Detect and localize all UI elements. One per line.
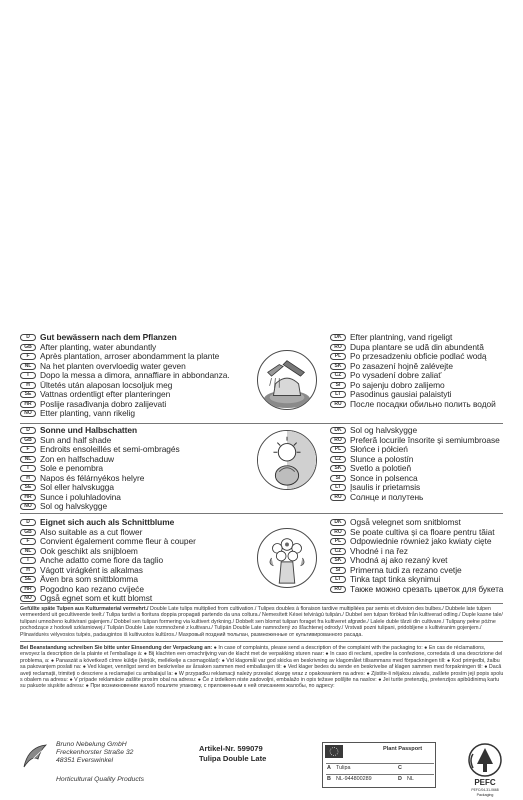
article-number: Artikel-Nr. 599079 bbox=[199, 744, 263, 753]
watering-section-right bbox=[330, 333, 515, 409]
passport-key-c: C bbox=[398, 765, 402, 771]
passport-value-d: NL bbox=[407, 776, 414, 782]
language-text: Pasodinus gausiai palaistyti bbox=[350, 389, 452, 399]
language-text: Også egnet som et kutt blomst bbox=[40, 593, 153, 603]
language-code-badge: RU bbox=[330, 401, 346, 408]
language-text: Après plantation, arroser abondamment la plante bbox=[40, 351, 220, 361]
language-code-badge: SI bbox=[330, 475, 346, 482]
language-text: Vattnas ordentligt efter planteringen bbox=[40, 389, 171, 399]
language-code-badge: D bbox=[20, 427, 36, 434]
language-text: Sol og halvskygge bbox=[350, 425, 418, 435]
watering-section-left bbox=[20, 333, 240, 419]
language-code-badge: H bbox=[20, 567, 36, 574]
language-text: Sol eller halvskugga bbox=[40, 482, 114, 492]
language-code-badge: NO bbox=[20, 410, 36, 417]
language-code-badge: CZ bbox=[330, 456, 346, 463]
language-code-badge: PL bbox=[330, 353, 346, 360]
language-code-badge: H bbox=[20, 382, 36, 389]
language-text: Also suitable as a cut flower bbox=[40, 526, 143, 537]
language-text: Odpowiednie również jako kwiaty cięte bbox=[350, 536, 492, 546]
language-code-badge: LT bbox=[330, 484, 346, 491]
passport-key-a: A bbox=[327, 765, 331, 771]
language-code-badge: RO bbox=[330, 529, 346, 536]
watering-can-icon bbox=[257, 350, 317, 410]
language-code-badge: HR bbox=[20, 401, 36, 408]
language-text: After planting, water abundantly bbox=[40, 341, 157, 352]
language-row bbox=[20, 409, 240, 419]
language-code-badge: PL bbox=[330, 446, 346, 453]
language-text: Po zasazení hojně zalévejte bbox=[350, 360, 453, 371]
language-code-badge: PL bbox=[330, 538, 346, 545]
language-text: Se poate cultiva și ca floare pentru tăiat bbox=[350, 526, 495, 537]
language-code-badge: I bbox=[20, 557, 36, 564]
language-code-badge: NL bbox=[20, 363, 36, 370]
complaint-lead: Bei Beanstandung schreiben Sie bitte unter Einsendung der Verpackung an: bbox=[20, 645, 213, 651]
plant-passport bbox=[322, 742, 436, 788]
pefc-cert-number: PEFC/04-31-0668 bbox=[471, 788, 499, 792]
blank-label-area bbox=[0, 0, 523, 328]
language-code-badge: GB bbox=[20, 437, 36, 444]
language-code-badge: NO bbox=[20, 503, 36, 510]
language-text: Po sajenju dobro zalijemo bbox=[350, 379, 445, 390]
cut-flower-section-right bbox=[330, 518, 515, 594]
passport-value-b: NL-944800289 bbox=[336, 776, 372, 782]
language-code-badge: I bbox=[20, 372, 36, 379]
language-text: Convient également comme fleur à couper bbox=[40, 536, 196, 546]
language-code-badge: CZ bbox=[330, 548, 346, 555]
language-text: Tinka tapt tinka skynimui bbox=[350, 574, 441, 584]
passport-row-a bbox=[326, 763, 434, 772]
language-code-badge: DK bbox=[330, 427, 346, 434]
language-text: Etter planting, vann rikelig bbox=[40, 408, 135, 418]
language-text: Sol og halvskygge bbox=[40, 501, 108, 511]
language-code-badge: SE bbox=[20, 576, 36, 583]
passport-key-d: D bbox=[398, 776, 402, 782]
company-street: Freckenhorster Straße 32 bbox=[56, 749, 134, 757]
language-code-badge: SK bbox=[330, 557, 346, 564]
pefc-packaging-label: Packaging bbox=[476, 793, 494, 797]
company-address bbox=[56, 741, 133, 766]
language-code-badge: H bbox=[20, 475, 36, 482]
language-code-badge: NL bbox=[20, 456, 36, 463]
article-name: Tulipa Double Late bbox=[199, 754, 267, 763]
complaint-body: ● In case of complaints, please send a description of the complaint with the packaging to: ● En cas de réclamations, envoyez la description de la plainte et l'emballage à: ● Bij klachten een omschrijving van de klacht met de verpakking sturen naar: ● In caso di reclami, spedire la confezione, corredata di una descrizione del problema, a: ● Panaszát a következő címre küldje (kérjük, mellékelje a csomagolást): ● Vid klagomål var god skicka en beskrivning av klagomålet tillsammans med förpackningen till: ● Kod primjedbi, žalbu sa pakovanjem poslati na: ● Ved klager, vennligst send en beskrivelse av årsaken sammen med emballasjen til: ● Ved klager bedes du sende en beskrivelse af klagen sammen med forpakningen til: ● Dacă aveți reclamații, trimiteți o descriere a reclamației cu ambalajul la: ● W przypadku reklamacji należy przesłać skargę wraz z opakowaniem na adres: ● Zjistíte-li nějakou závadu, zašlete prosím její popis spolu s obalem na adresu: ● V prípade reklamácie zašlite prosím obal na adresu: ● Če z izdelkom niste zadovoljni, embalažo in opis težave pošljite na naslov: ● Jei turite pretenzijų, pretenzijos apibūdinimą kartu su pakuote siųskite adresu: ● При возникновении жалоб пошлите упаковку, с приложенным к ней описанием жалобы, по адресу: bbox=[20, 645, 504, 690]
passport-row-b bbox=[326, 774, 434, 783]
company-city: 48351 Everswinkel bbox=[56, 757, 114, 765]
language-text: Napos és félárnyékos helyre bbox=[40, 472, 145, 483]
language-code-badge: D bbox=[20, 334, 36, 341]
article-info bbox=[199, 744, 266, 764]
language-text: Poslije rasađivanja dobro zalijevati bbox=[40, 398, 167, 409]
language-text: Dopo la messa a dimora, annaffiare in abbondanza. bbox=[40, 370, 230, 380]
language-code-badge: NO bbox=[20, 595, 36, 602]
passport-value-a: Tulipa bbox=[336, 765, 351, 771]
language-text: После посадки обильно полить водой bbox=[350, 398, 496, 409]
language-text: Солнце и полутень bbox=[350, 491, 424, 502]
language-text: Zon en halfschaduw bbox=[40, 453, 115, 464]
language-row bbox=[330, 585, 515, 595]
sun-half-shade-icon bbox=[257, 430, 317, 490]
language-code-badge: HR bbox=[20, 494, 36, 501]
language-code-badge: SI bbox=[330, 382, 346, 389]
sun-section-right bbox=[330, 426, 515, 502]
language-code-badge: SE bbox=[20, 391, 36, 398]
language-text: Sun and half shade bbox=[40, 434, 112, 445]
plant-passport-title: Plant Passport bbox=[383, 746, 423, 752]
cut-flower-vase-icon bbox=[257, 528, 317, 588]
cut-flower-section-left bbox=[20, 518, 240, 604]
language-text: Также можно срезать цветок для букета bbox=[350, 583, 504, 594]
language-text: Ültetés után alaposan locsoljuk meg bbox=[40, 379, 173, 390]
language-text: Slunce a polostín bbox=[350, 453, 414, 464]
language-text: Eignet sich auch als Schnittblume bbox=[40, 517, 175, 527]
language-text: Įsaulis ir prietamsis bbox=[350, 482, 421, 492]
language-text: Sonne und Halbschatten bbox=[40, 425, 138, 435]
language-code-badge: NL bbox=[20, 548, 36, 555]
language-code-badge: LT bbox=[330, 576, 346, 583]
section-divider bbox=[20, 603, 503, 604]
language-text: Słońce i półcień bbox=[350, 444, 408, 454]
language-code-badge: SK bbox=[330, 465, 346, 472]
culture-note-lead: Gefüllte späte Tulpen aus Kulturmaterial vermehrt./ bbox=[20, 606, 149, 612]
complaint-notice bbox=[20, 645, 505, 690]
language-code-badge: RO bbox=[330, 437, 346, 444]
language-code-badge: DK bbox=[330, 519, 346, 526]
language-text: Anche adatto come fiore da taglio bbox=[40, 555, 164, 565]
language-code-badge: LT bbox=[330, 391, 346, 398]
language-code-badge: SE bbox=[20, 484, 36, 491]
culture-note-body: Double Late tulips multiplied from cultivation./ Tulipes doubles à floraison tardive multipliées par semis et division des bulbes./ Dubbele late tulpen vermeerderd uit gecultiveerde teelt./ Tulipa tardivi a fioritura doppia propagati partendo da una coltura./ Nemesített Kései telvirágú tulipán./ Dubbel sen tulpan förökad från kultiverad odling./ Duple kasne tale/ tulipani umnoženo kultivirani gajenjem./ Dobbel sen tulipan formering via kultivert dyrkning./ Dobbelt sen blomst tulipan foraget fra kultiveret afgrøde./ Lalele duble târzii din cultivare./ Tulipany pełne późne pochodzące z hodowli szklarniowej./ Tulipán Double Late rozmnožené z kultivaru./ Tulipán Double Late namnožený zo šľachtenej odrody./ Vrstvati pozni tulipani, pridobljene s kultiviranim gojenjem./ Plinavidurės vėlyvosios tulpės, padaugintos iš kultivuotos kultūros./ Махровый поздний тюльпан, размноженные от культивированного расада. bbox=[20, 606, 503, 638]
language-text: Sunce i poluhladovina bbox=[40, 491, 121, 502]
language-code-badge: CZ bbox=[330, 372, 346, 379]
pefc-label: PEFC bbox=[474, 778, 496, 787]
language-code-badge: RU bbox=[330, 586, 346, 593]
language-text: Primerna tudi za rezano cvetje bbox=[350, 564, 462, 575]
language-code-badge: I bbox=[20, 465, 36, 472]
language-text: Preferă locurile însorite și semiumbroase bbox=[350, 434, 500, 445]
language-text: Vágott virágként is alkalmas bbox=[40, 564, 143, 575]
language-text: Sole e penombra bbox=[40, 463, 104, 473]
language-code-badge: HR bbox=[20, 586, 36, 593]
language-text: Svetlo a polotieň bbox=[350, 463, 412, 473]
passport-key-b: B bbox=[327, 776, 331, 782]
section-divider bbox=[20, 641, 503, 642]
language-text: Ook geschikt als snijbloem bbox=[40, 545, 138, 556]
language-row bbox=[330, 493, 515, 503]
language-code-badge: SI bbox=[330, 567, 346, 574]
language-text: Efter plantning, vand rigeligt bbox=[350, 332, 453, 342]
language-text: Også velegnet som snitblomst bbox=[350, 517, 461, 527]
section-divider bbox=[20, 423, 503, 424]
language-row bbox=[20, 502, 240, 512]
sun-section-left bbox=[20, 426, 240, 512]
language-row bbox=[330, 400, 515, 410]
language-text: Po vysadení dobre zaliať bbox=[350, 370, 442, 380]
culture-note bbox=[20, 606, 505, 638]
company-name: Bruno Nebelung GmbH bbox=[56, 741, 127, 748]
language-text: Endroits ensoleillés et semi-ombragés bbox=[40, 444, 180, 454]
language-text: Na het planten overvloedig water geven bbox=[40, 360, 186, 371]
company-tagline: Horticultural Quality Products bbox=[56, 776, 145, 783]
language-text: Gut bewässern nach dem Pflanzen bbox=[40, 332, 177, 342]
language-code-badge: GB bbox=[20, 344, 36, 351]
pefc-tree-icon bbox=[460, 742, 510, 778]
language-code-badge: D bbox=[20, 519, 36, 526]
language-code-badge: F bbox=[20, 446, 36, 453]
company-logo-icon bbox=[20, 741, 50, 771]
language-code-badge: RO bbox=[330, 344, 346, 351]
language-text: Vhodné i na řez bbox=[350, 545, 408, 556]
language-text: Vhodná aj ako rezaný kvet bbox=[350, 555, 448, 565]
language-text: Pogodno kao rezano cvijeće bbox=[40, 583, 144, 594]
language-text: Po przesadzeniu obficie podlać wodą bbox=[350, 351, 487, 361]
language-code-badge: F bbox=[20, 353, 36, 360]
language-text: Även bra som snittblomma bbox=[40, 574, 138, 584]
eu-flag-icon bbox=[325, 745, 343, 758]
section-divider bbox=[20, 513, 503, 514]
language-text: Sonce in polsenca bbox=[350, 472, 418, 483]
language-code-badge: F bbox=[20, 538, 36, 545]
language-code-badge: RU bbox=[330, 494, 346, 501]
language-code-badge: GB bbox=[20, 529, 36, 536]
language-text: Dupa plantare se udă din abundentă bbox=[350, 341, 484, 352]
language-code-badge: DK bbox=[330, 334, 346, 341]
pefc-logo bbox=[460, 742, 510, 797]
language-code-badge: SK bbox=[330, 363, 346, 370]
